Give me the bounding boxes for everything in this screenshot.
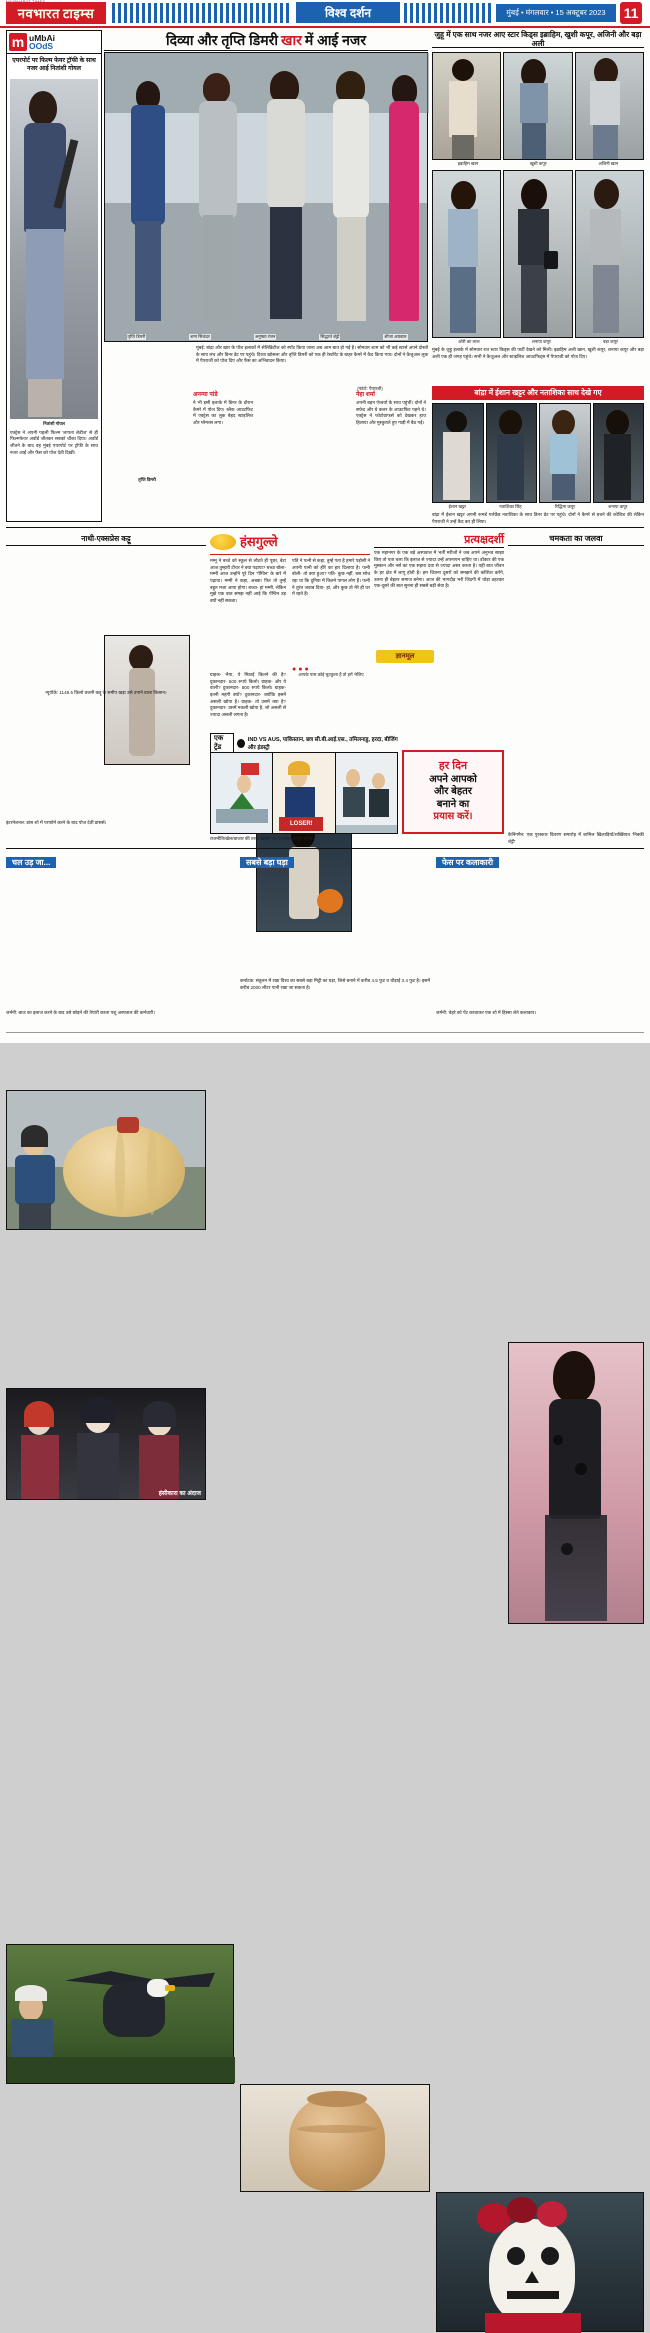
- masthead: [0, 0, 650, 28]
- juhu-headline-text: जुहू में एक साथ नजर आए स्टार किड्स इब्राहिम, खुशी कपूर, अजिनी और बड़ा अली: [434, 30, 642, 48]
- juhu-photo-row-1: [432, 52, 644, 160]
- cartoon-panel-2: LOSER!: [273, 753, 335, 833]
- ananya-sidebar: [193, 390, 253, 510]
- cartoon-label: एक ट्रेंड: [210, 733, 234, 753]
- face-art-photo: [436, 2192, 644, 2332]
- pratyaksh-title: प्रत्यक्षदर्शी: [464, 534, 504, 546]
- bullet-icon: [237, 739, 245, 748]
- juhu-captions-2: [432, 339, 644, 345]
- juhu-photo-4: [432, 170, 501, 338]
- cartoon-panel-3: [336, 753, 397, 833]
- ananya-sidebar-body: ने भी इसी इलाके में डिनर के दौरान कैमरे में पोज दिए। ब्लैक आउटफिट में एक्ट्रेस का लुक बेहद स्टाइलिश और ग्लैमरस लगा।: [193, 400, 253, 425]
- face-art-caption: जर्मनी: चेहरे को पेंट करवाकर एक शो में हिस्सा लेते कलाकार।: [436, 1010, 537, 1015]
- juhu-photo-6: [575, 170, 644, 338]
- gyanmool-badge: ज्ञानमूल: [376, 650, 434, 663]
- bandra-photo-row: [432, 403, 644, 503]
- bandra-photo-2: [486, 403, 538, 503]
- divya-sub-caption: (फोटो: पैपराजी): [357, 386, 383, 391]
- ananya-sidebar-title: अनन्या पांडे: [193, 392, 218, 398]
- page-number-badge: 11: [620, 2, 642, 24]
- cartoon-strip: [210, 752, 398, 834]
- divya-headline-part2: में आई नजर: [304, 31, 367, 48]
- matka-title: सबसे बड़ा घड़ा: [240, 857, 294, 868]
- juhu-photo-name-5: बड़ा कपूर: [603, 339, 618, 344]
- juhu-photo-5: [503, 170, 572, 338]
- divya-photo-name-0: तृप्ति डिमरी: [127, 334, 146, 339]
- hasgulle-dots: ●●●: [292, 666, 311, 673]
- hasgulle-col2: पति ने पत्नी से कहा, तुम्हें पता है हमारे पड़ोसी ने अपनी पत्नी को हीरे का हार दिलाया है। पत्नी बोली- तो क्या हुआ? पति- कुछ नहीं, बस सोच रहा था कि दुनिया में कितने पागल लोग हैं। पत्नी ने तुरंत जवाब दिया- हां, और कुछ तो मेरे ही घर में रहते हैं।: [292, 558, 370, 597]
- hasgulle-col1: मम्मू ने बच्चे को स्कूल से लौटते ही पूछा, बेटा आज तुम्हारी टीचर ने क्या पढ़ाया? बच्चा बोला- मम्मी आज उन्होंने पूरे दिन 'पेंग्विन' के बारे में पढ़ाया। मम्मी ने कहा, अच्छा! फिर तो तुम्हें बहुत मजा आया होगा। बच्चा- हां मम्मी, लेकिन मुझे एक बात समझ नहीं आई कि पेंग्विन उड़ क्यों नहीं सकता।: [210, 558, 286, 603]
- matka-header: [240, 852, 430, 866]
- section-divider-2: [6, 848, 644, 849]
- bandra-photo-1: [432, 403, 484, 503]
- motivation-line2: अपने आपको: [429, 773, 477, 785]
- juhu-headline: [432, 30, 644, 48]
- cartoon-header: [210, 736, 398, 750]
- hasgulle-title: हंसगुल्ले: [240, 534, 278, 549]
- divya-photo-name-3: सिद्धार्थ शेट्टी: [320, 334, 340, 339]
- chamakta-caption: कैनिंगमैन: एक पुरस्कार वितरण समारोह में शामिल खिलाड़ियों/शख्सियत 'निक्की शेट्टी': [508, 832, 644, 844]
- juhu-photo-2: [503, 52, 572, 160]
- divya-photo-name-2: अनुष्का रंजन: [254, 334, 276, 339]
- cartoon-panel-1: [211, 753, 273, 833]
- smiley-icon: [210, 534, 236, 550]
- neha-sidebar-body: अपनी बहन ऐश्वर्या के साथ पहुंचीं। दोनों ने सफेद और ग्रे कलर के आउटफिट पहने थे। एक्ट्रेस ने फोटोग्राफर्स को देखकर हाथ हिलाया और मुस्कुराते हुए गाड़ी में बैठ गईं।: [356, 400, 426, 425]
- motivation-line5: प्रयास करें।: [433, 811, 473, 823]
- mumbai-moods-logo-icon: m: [9, 33, 27, 51]
- juhu-photo-name-3: ओरी का लाल: [458, 339, 480, 344]
- divya-group-photo: [104, 52, 428, 342]
- juhu-photo-row-2: [432, 170, 644, 338]
- juhu-caption-text: मुंबई के जुहू इलाके में सोमवार रात स्टार किड्स की पार्टी देखने को मिली। इब्राहिम अली खान, खुशी कपूर, शनाया कपूर और बड़ा अली एक ही जगह पहुंचे। सभी ने कैजुअल और स्टाइलिश आउटफिट्स में पैपराजी को पोज दिए।: [432, 347, 644, 359]
- face-art-title: फेस पर कलाकारी: [436, 857, 499, 868]
- chal-ud-title: चल उड़ जा...: [6, 857, 56, 868]
- juhu-photo-name-1: खुशी कपूर: [529, 161, 547, 166]
- bandra-photo-name-3: शनाया कपूर: [608, 504, 628, 509]
- bandra-photo-name-1: नताशिका सिंह: [499, 504, 522, 509]
- juhu-photo-name-2: अजिनी खान: [598, 161, 619, 166]
- mumbai-moods-photo: [10, 79, 98, 419]
- matka-photo: [240, 2084, 430, 2192]
- neha-sidebar-title: नेहा शर्मा: [356, 392, 375, 398]
- hasgulle-footer: आपके पास कोई चुटकुला है तो हमें भेजिए: [298, 672, 364, 677]
- bandra-photo-3: [539, 403, 591, 503]
- motivation-line3: और बेहतर: [434, 786, 472, 798]
- mumbai-moods-photo-caption: नितांशी गोयल: [43, 420, 65, 426]
- masthead-logo-text: नवभारत: [17, 6, 60, 21]
- dancers-photo: [6, 1388, 206, 1500]
- face-art-header: [436, 852, 644, 866]
- mumbai-moods-logo-main: uMbAi: [29, 32, 55, 43]
- trupti-small-photo-caption: तृप्ति डिमरी: [138, 477, 156, 482]
- pumpkin-caption: न्यूयॉर्क: 1149.5 किलो वजनी कद्दू के समीप खड़ा उसे उगाने वाला किसान।: [45, 690, 167, 695]
- cartoon-headline: IND VS AUS, पाकिस्तान, छत्र सी.बी.आई.एस., तमिलनाडु, हरदा, बीजिंग और इंडस्ट्री: [247, 737, 398, 751]
- chamakta-title: चमकता का जलवा: [508, 532, 644, 546]
- motivation-line4: बनाने का: [436, 798, 470, 810]
- masthead-dateline: मुंबई • मंगलवार • 15 अक्टूबर 2023: [496, 4, 616, 22]
- masthead-logo: [6, 2, 106, 24]
- juhu-captions-1: [432, 161, 644, 167]
- pratyaksh-header: [374, 532, 504, 548]
- pratyaksh-body: एक महानगर के एक बड़े अस्पताल में भर्ती मरीजों ने जब अपने अनुभव साझा किए तो पता चला कि इलाज से ज्यादा उन्हें अपनापन चाहिए था। डॉक्टर की एक मुस्कान और नर्स का एक सहारा दवा से ज्यादा असर करता है। यही बात जीवन के हर क्षेत्र में लागू होती है। हम जितना दूसरों को समझने की कोशिश करेंगे, उतना ही बेहतर समाज बनेगा। आज की भागदौड़ भरी जिंदगी में थोड़ा ठहरकर एक-दूसरे की बात सुनना ही सबसे बड़ी सेवा है।: [374, 550, 504, 589]
- masthead-center-badge: विश्व दर्शन: [296, 2, 400, 23]
- motivation-box: [402, 750, 504, 834]
- bandra-photo-4: [593, 403, 645, 503]
- divya-photo-name-4: शीजा अग्रवाल: [384, 334, 407, 339]
- footer-rule: [6, 1032, 644, 1033]
- mumbai-moods-column: [6, 30, 102, 522]
- neha-sidebar: [356, 390, 426, 514]
- bandra-photo-name-0: ईशान खट्टर: [448, 504, 467, 509]
- hasgulle-col3: ग्राहक- भैया, ये मिठाई कितने की है? दुकानदार- 500 रुपये किलो। ग्राहक- और ये वाली? दुकानदार- 800 रुपये किलो। ग्राहक- इतनी महंगी क्यों? दुकानदार- क्योंकि इसमें असली खोया है। ग्राहक- तो उसमें क्या है? दुकानदार- उसमें नकली खोया है, जो असली से ज्यादा असली लगता है!: [210, 672, 286, 717]
- pumpkin-title: नाथी-एक्सप्रेस कट्टू: [6, 532, 206, 546]
- hasgulle-header: [210, 532, 370, 552]
- masthead-stripes-right: [404, 3, 494, 23]
- masthead-logo-text2: टाइम्स: [62, 6, 95, 21]
- hasgulle-rule: [210, 554, 370, 555]
- divya-photo-name-1: शमा सिकंदर: [190, 334, 210, 339]
- chal-ud-header: [6, 852, 234, 866]
- mumbai-moods-deck: एयरपोर्ट पर फिल्म फेयर ट्रॉफी के साथ नजर आई नितांशी गोयल: [12, 57, 96, 73]
- cartoon-caption: राजनीति/खेल/बाजार की ताजा खबरों पर आधारित कार्टून कोना: [210, 836, 313, 841]
- juhu-photo-1: [432, 52, 501, 160]
- dancers-caption: इंटरनेशनल: डांस शो में परफॉर्म करने के बाद पोज देतीं डांसर्स।: [6, 820, 107, 825]
- bandra-photo-name-2: रिद्धिमा कपूर: [554, 504, 576, 509]
- bandra-captions: [432, 504, 644, 510]
- juhu-photo-name-4: शनाया कपूर: [531, 339, 551, 344]
- bandra-headline[interactable]: बांद्रा में ईशान खट्टर और नताशिका साथ देखे गए: [432, 386, 644, 400]
- chamakta-photo: [508, 1342, 644, 1624]
- dancers-photo-title: हंसीकारा का अंदाज: [158, 1491, 201, 1497]
- masthead-stripes-left: [112, 3, 292, 23]
- bandra-caption-text: बांद्रा में ईशान खट्टर अपनी रूमर्ड गर्लफ्रेंड नताशिका के साथ डिनर डेट पर पहुंचे। दोनों ने कैमरे से बचने की कोशिश की लेकिन पैपराजी ने उन्हें कैद कर ही लिया।: [432, 512, 644, 524]
- juhu-photo-3: [575, 52, 644, 160]
- juhu-photo-name-0: इब्राहिम खान: [457, 161, 479, 166]
- divya-headline-highlight: खार: [281, 31, 302, 48]
- mumbai-moods-body: एक्ट्रेस ने अपनी पहली फिल्म 'लापता लेडीज' से ही फिल्मफेयर अवॉर्ड जीतकर सबको चौंका दिया। अवॉर्ड जीतने के बाद वह मुंबई एयरपोर्ट पर ट्रॉफी के साथ नजर आईं और फैंस को पोज देती दिखीं।: [10, 429, 98, 455]
- chal-ud-caption: जर्मनी: बाज का इलाज करने के बाद उसे छोड़ने की तैयारी करता पशु अस्पताल की कर्मचारी।: [6, 1010, 155, 1015]
- mumbai-moods-logo-sub: OOdS: [29, 41, 54, 51]
- section-divider-1: [6, 527, 644, 528]
- divya-headline-part1: दिव्या और तृप्ति डिमरी: [165, 31, 279, 48]
- chal-ud-photo: [6, 1944, 234, 2084]
- motivation-line1: हर दिन: [438, 760, 468, 773]
- divya-body-text: मुंबई: बांद्रा और खार के पॉश इलाकों में सेलिब्रिटीज को स्पॉट किया जाना अब आम बात हो गई है। सोमवार शाम को भी कई स्टार्स अपने दोस्तों के साथ लंच और डिनर डेट पर पहुंचे। दिव्या खोसला और तृप्ति डिमरी को एक ही रेस्टोरेंट के बाहर कैमरे में कैद किया गया। दोनों ने कैजुअल लुक में पैपराजी को पोज दिए और फैंस का अभिवादन किया।: [196, 345, 428, 364]
- pumpkin-photo: [6, 1090, 206, 1230]
- matka-caption: कर्नाटक: संतुलन में रखा विश्व का सबसे बड़ा मिट्टी का घड़ा, जिसे बनाने में करीब 4.5 फुट व चौड़ाई 3.4 फुट है। इसमें करीब 2000 लीटर पानी रखा जा सकता है।: [240, 978, 430, 990]
